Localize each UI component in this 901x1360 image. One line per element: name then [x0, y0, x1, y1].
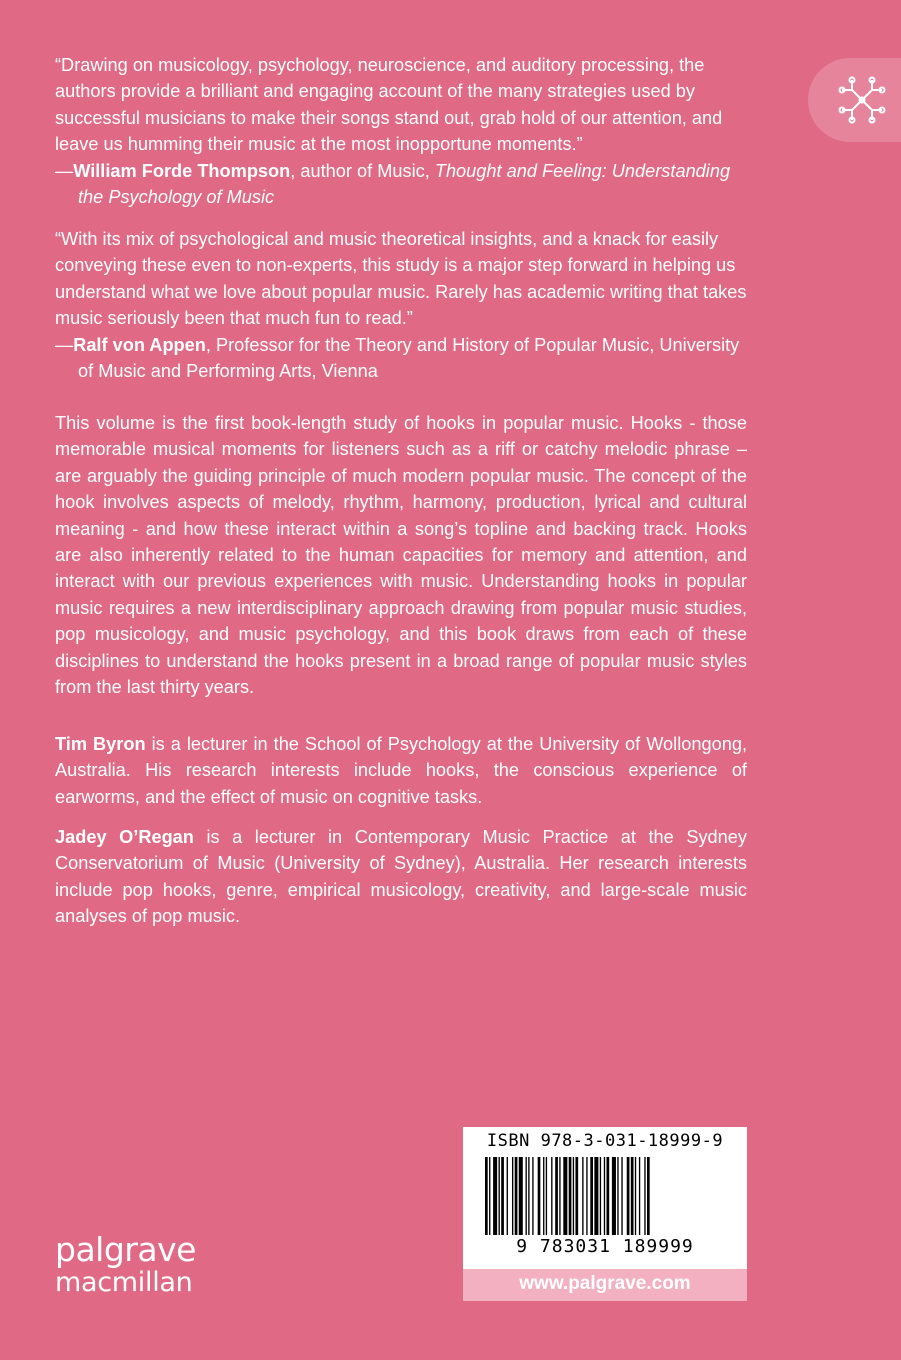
barcode-bar [543, 1157, 544, 1235]
author-name: Jadey O’Regan [55, 827, 194, 847]
barcode-bar [559, 1157, 560, 1235]
barcode-digits: 9 783031 189999 [516, 1236, 694, 1257]
barcode-bar [512, 1157, 513, 1235]
barcode-bar [612, 1157, 616, 1235]
barcode-bar [575, 1157, 578, 1235]
quote-attribution [55, 158, 747, 211]
quote-author: Ralf von Appen [73, 334, 206, 355]
quote-text: “Drawing on musicology, psychology, neuroscience, and auditory processing, the authors provide a brilliant and engaging account of the many strategies used by successful musicians to make their songs stand out, grab hold of our attention, and leave us humming their music at the most inopportune moments.” [55, 55, 723, 155]
isbn-label: ISBN 978-3-031-18999-9 [486, 1131, 724, 1151]
barcode-bar [519, 1157, 523, 1235]
barcode-bar [631, 1157, 634, 1235]
barcode-bar [621, 1157, 622, 1235]
barcode-bar [635, 1157, 636, 1235]
quote-attribution [55, 332, 747, 385]
publisher-name-line2: macmillan [55, 1267, 193, 1298]
barcode-bar [600, 1157, 601, 1235]
barcode-bar [551, 1157, 552, 1235]
barcode-bar [639, 1157, 640, 1235]
barcode-bar [586, 1157, 587, 1235]
quote-author-role: , Professor for the Theory and History of Popular Music, University of Music and Performing Arts, Vienna [78, 334, 740, 382]
barcode-bar [555, 1157, 558, 1235]
barcode-bar [594, 1157, 598, 1235]
barcode-bar [647, 1157, 650, 1235]
palgrave-network-icon [832, 70, 892, 130]
publisher-name-line1: palgrave [55, 1230, 196, 1269]
barcode-bar [546, 1157, 547, 1235]
barcode-bar [507, 1157, 508, 1235]
barcode-bar [569, 1157, 572, 1235]
publisher-logo [55, 1232, 196, 1298]
isbn-barcode [463, 1127, 747, 1269]
barcode-bar [493, 1157, 497, 1235]
barcode-bar [563, 1157, 567, 1235]
barcode-bar [617, 1157, 618, 1235]
description-text: This volume is the first book-length study of hooks in popular music. Hooks - those memorable musical moments for listeners such as a riff or catchy melodic phrase – are arguably the guiding principle of much modern popular music. The concept of the hook involves aspects of melody, rhythm, harmony, production, lyrical and cultural meaning - and how these interact within a song’s topline and backing track. Hooks are also inherently related to the human capacities for memory and attention, and interact with our previous experiences with music. Understanding hooks in popular music requires a new interdisciplinary approach drawing from popular music studies, pop musicology, and music psychology, and this book draws from each of these disciplines to understand the hooks present in a broad range of popular music styles from the last thirty years. [55, 413, 747, 698]
author-name: Tim Byron [55, 734, 146, 754]
endorsement-quote-1 [55, 52, 747, 210]
barcode-bar [607, 1157, 610, 1235]
author-bio-text: is a lecturer in Contemporary Music Practice at the Sydney Conservatorium of Music (University of Sydney), Australia. Her research interests include pop hooks, genre, empirical musicology, creativity, and large-scale music analyses of pop music. [55, 827, 747, 927]
quote-author-role: , author of Music, [290, 160, 435, 181]
attribution-dash: — [55, 160, 74, 181]
barcode-bar [515, 1157, 518, 1235]
barcode-bar [489, 1157, 490, 1235]
book-description [55, 410, 747, 700]
barcode-bar [590, 1157, 593, 1235]
barcode-bar [627, 1157, 630, 1235]
endorsement-quote-2 [55, 226, 747, 384]
barcode-bar [582, 1157, 583, 1235]
quote-work-title: Thought and Feeling: Understanding the Psychology of Music [78, 160, 731, 208]
barcode-bar [532, 1157, 533, 1235]
quote-text: “With its mix of psychological and music theoretical insights, and a knack for easily conveying these even to non-experts, this study is a major step forward in helping us understand what we love about popular music. Rarely has academic writing that takes music seriously been that much fun to read.” [55, 229, 747, 329]
author-bio-2 [55, 824, 747, 930]
barcode-bar [528, 1157, 529, 1235]
barcode-bar [573, 1157, 574, 1235]
barcode-bar [499, 1157, 500, 1235]
author-bio-1 [55, 731, 747, 810]
barcode-bar [538, 1157, 541, 1235]
quote-author: William Forde Thompson [73, 160, 291, 181]
publisher-url[interactable]: www.palgrave.com [463, 1269, 747, 1301]
barcode-bar [501, 1157, 504, 1235]
barcode-bars [485, 1157, 725, 1235]
attribution-dash: — [55, 334, 74, 355]
barcode-bar [526, 1157, 527, 1235]
palgrave-logo-mark [808, 58, 901, 142]
author-bio-text: is a lecturer in the School of Psychology at the University of Wollongong, Australia. His research interests include hooks, the conscious experience of earworms, and the effect of music on cognitive tasks. [55, 734, 747, 807]
barcode-bar [644, 1157, 645, 1235]
barcode-bar [604, 1157, 605, 1235]
barcode-bar [485, 1157, 488, 1235]
